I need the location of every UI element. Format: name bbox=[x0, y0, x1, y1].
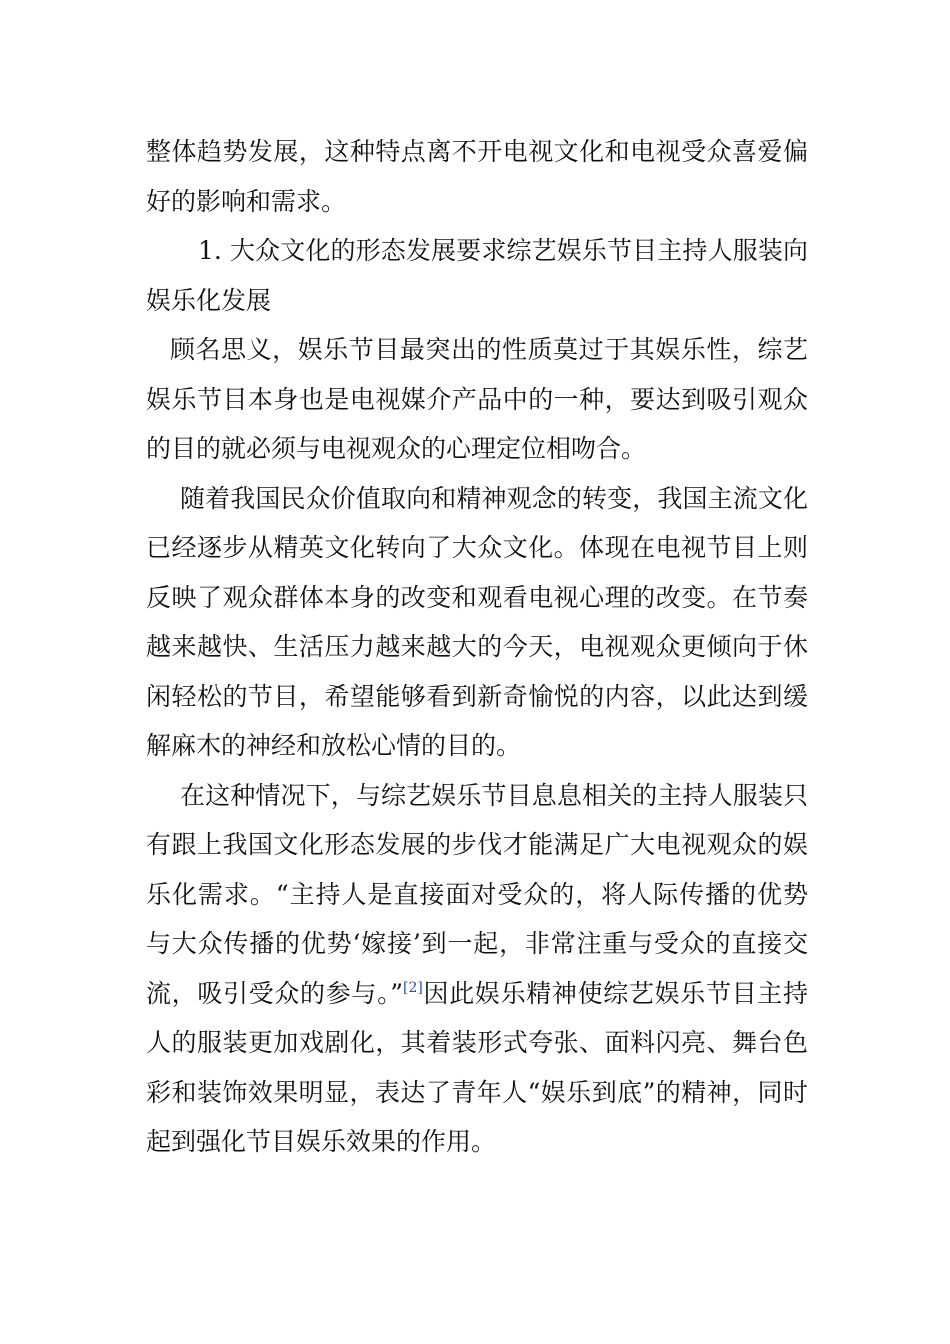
paragraph-mass-culture-shift: 随着我国民众价值取向和精神观念的转变，我国主流文化已经逐步从精英文化转向了大众文化。体现在电视节目上则反映了观众群体本身的改变和观看电视心理的改变。在节奏越来越快、生活压力越来越大的今天，电视观众更倾向于休闲轻松的节目，希望能够看到新奇愉悦的内容，以此达到缓解麻木的神经和放松心情的目的。 bbox=[146, 483, 808, 760]
paragraph-host-costume bbox=[146, 771, 808, 1167]
paragraph-entertainment-nature: 顾名思义，娱乐节目最突出的性质莫过于其娱乐性，综艺娱乐节目本身也是电视媒介产品中的一种，要达到吸引观众的目的就必须与电视观众的心理定位相吻合。 bbox=[146, 335, 808, 463]
section-heading: 1. 大众文化的形态发展要求综艺娱乐节目主持人服装向娱乐化发展 bbox=[146, 236, 808, 315]
reference-citation-link[interactable]: [2] bbox=[403, 979, 423, 996]
paragraph-host-costume-part1: 在这种情况下，与综艺娱乐节目息息相关的主持人服装只有跟上我国文化形态发展的步伐才能满足广大电视观众的娱乐化需求。“主持人是直接面对受众的，将人际传播的优势与大众传播的优势‘嫁接’到一起，非常注重与受众的直接交流，吸引受众的参与。” bbox=[146, 780, 808, 1008]
paragraph-continuation: 整体趋势发展，这种特点离不开电视文化和电视受众喜爱偏好的影响和需求。 bbox=[146, 137, 808, 216]
document-body bbox=[146, 127, 808, 1167]
paragraph-host-costume-part2: 因此娱乐精神使综艺娱乐节目主持人的服装更加戏剧化，其着装形式夸张、面料闪亮、舞台色彩和装饰效果明显，表达了青年人“娱乐到底”的精神，同时起到强化节目娱乐效果的作用。 bbox=[146, 978, 808, 1156]
